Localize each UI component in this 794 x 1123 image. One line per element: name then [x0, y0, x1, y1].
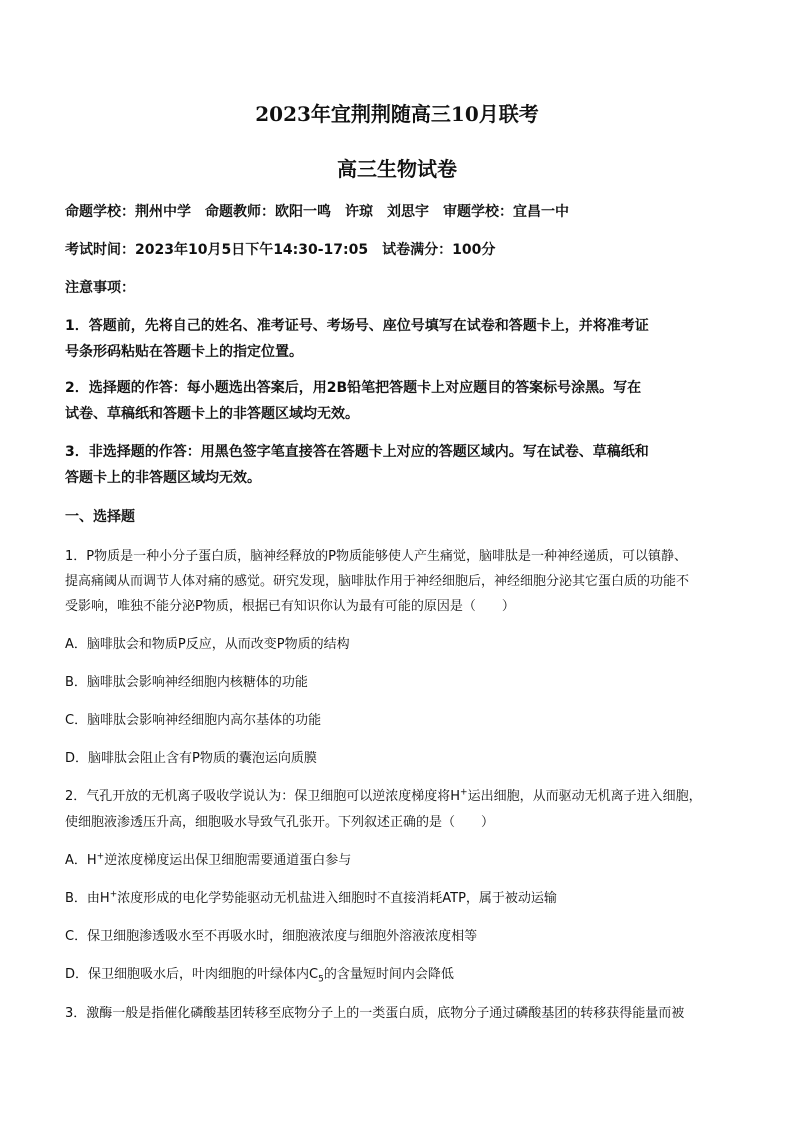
q2-option-a-superscript: + [96, 851, 105, 862]
note-2-line-1: 2．选择题的作答：每小题选出答案后，用2B铅笔把答题卡上对应题目的答案标号涂黑。写在 [65, 380, 642, 396]
q2-stem-line-1-superscript: + [460, 787, 468, 798]
note-1-line-1: 1．答题前，先将自己的姓名、准考证号、考场号、座位号填写在试卷和答题卡上，并将准考证 [65, 318, 649, 334]
q1-stem-line-2: 提高痛阈从而调节人体对痛的感觉。研究发现，脑啡肽作用于神经细胞后，神经细胞分泌其它蛋白质的功能不 [65, 574, 690, 589]
q2-option-a-part-b: 逆浓度梯度运出保卫细胞需要通道蛋白参与 [104, 853, 352, 868]
q2-stem-line-2: 使细胞液渗透压升高，细胞吸水导致气孔张开。下列叙述正确的是（ ） [65, 815, 495, 830]
note-2-line-2: 试卷、草稿纸和答题卡上的非答题区域均无效。 [65, 406, 359, 422]
q2-option-b-part-a: B．由H [65, 891, 110, 906]
exam-info-line: 考试时间：2023年10月5日下午14:30-17:05 试卷满分：100分 [65, 242, 496, 258]
q2-option-c: C．保卫细胞渗透吸水至不再吸水时，细胞液浓度与细胞外溶液浓度相等 [65, 929, 478, 944]
q1-option-c: C．脑啡肽会影响神经细胞内高尔基体的功能 [65, 713, 322, 728]
q1-option-b: B．脑啡肽会影响神经细胞内核糖体的功能 [65, 675, 308, 690]
q2-option-b-superscript: + [109, 889, 118, 900]
q2-stem-line-1-part-a: 2．气孔开放的无机离子吸收学说认为：保卫细胞可以逆浓度梯度将H [65, 789, 461, 804]
notes-heading: 注意事项： [65, 280, 135, 296]
q2-option-d-subscript: 5 [318, 974, 324, 985]
author-line: 命题学校：荆州中学 命题教师：欧阳一鸣 许琼 刘思宇 审题学校：宜昌一中 [65, 204, 569, 220]
q2-option-d-part-b: 的含量短时间内会降低 [323, 967, 454, 982]
q2-option-a [65, 849, 735, 868]
q3-stem-line-1: 3．激酶一般是指催化磷酸基团转移至底物分子上的一类蛋白质，底物分子通过磷酸基团的转移获得能量而被 [65, 1006, 685, 1021]
exam-title: 2023年宜荆荆随高三10月联考 [255, 102, 539, 126]
note-1-line-2: 号条形码粘贴在答题卡上的指定位置。 [65, 344, 303, 360]
note-3-line-2: 答题卡上的非答题区域均无效。 [65, 470, 261, 486]
q2-option-d-part-a: D．保卫细胞吸水后，叶肉细胞的叶绿体内C [65, 967, 319, 982]
q2-option-a-part-a: A．H [65, 853, 97, 868]
exam-subtitle: 高三生物试卷 [337, 157, 457, 181]
q1-option-d: D．脑啡肽会阻止含有P物质的囊泡运向质膜 [65, 751, 317, 766]
q1-stem-line-1: 1．P物质是一种小分子蛋白质，脑神经释放的P物质能够使人产生痛觉，脑啡肽是一种神经递质，可以镇静、 [65, 549, 687, 564]
q2-option-b-part-b: 浓度形成的电化学势能驱动无机盐进入细胞时不直接消耗ATP，属于被动运输 [117, 891, 557, 906]
q2-option-b [65, 887, 735, 906]
q1-stem-line-3: 受影响，唯独不能分泌P物质，根据已有知识你认为最有可能的原因是（ ） [65, 599, 515, 614]
note-3-line-1: 3．非选择题的作答：用黑色签字笔直接答在答题卡上对应的答题区域内。写在试卷、草稿纸和 [65, 444, 649, 460]
q2-stem-line-1 [65, 785, 735, 804]
q2-option-d [65, 963, 735, 985]
q2-stem-line-1-part-b: 运出细胞，从而驱动无机离子进入细胞， [467, 789, 702, 804]
section-heading: 一、选择题 [65, 509, 135, 525]
q1-option-a: A．脑啡肽会和物质P反应，从而改变P物质的结构 [65, 637, 350, 652]
